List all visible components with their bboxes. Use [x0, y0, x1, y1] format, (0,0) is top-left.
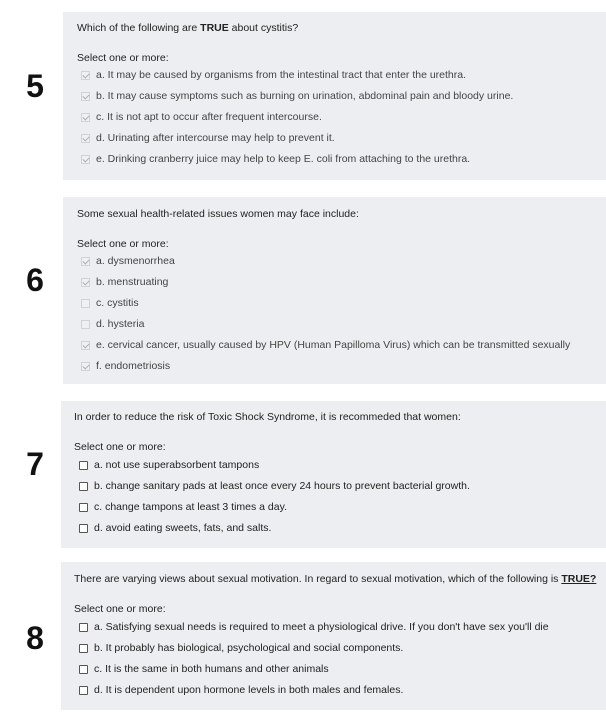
option-label: c. cystitis [96, 297, 139, 309]
option-label: d. hysteria [96, 318, 145, 330]
prompt-emphasis: TRUE [200, 22, 229, 34]
question-number-7: 7 [26, 446, 44, 482]
option-label[interactable]: a. Satisfying sexual needs is required to meet a physiological drive. If you don't have sex you'll die [94, 621, 549, 633]
select-instruction: Select one or more: [74, 441, 166, 453]
prompt-emphasis: TRUE? [561, 573, 597, 585]
option-label: f. endometriosis [96, 360, 171, 372]
question-card-7 [61, 401, 606, 548]
option-b [81, 89, 513, 103]
option-label[interactable]: d. avoid eating sweets, fats, and salts. [94, 522, 272, 534]
option-label[interactable]: b. change sanitary pads at least once every 24 hours to prevent bacterial growth. [94, 480, 470, 492]
option-c[interactable] [79, 500, 287, 514]
question-prompt: Some sexual health-related issues women may face include: [77, 208, 359, 220]
option-label[interactable]: c. change tampons at least 3 times a day. [94, 501, 287, 513]
checkbox[interactable] [79, 461, 88, 470]
question-prompt: In order to reduce the risk of Toxic Shock Syndrome, it is recommeded that women: [74, 411, 461, 423]
option-d[interactable] [79, 683, 403, 697]
option-f [81, 359, 170, 373]
option-d [81, 131, 335, 145]
option-label: b. menstruating [96, 276, 169, 288]
checkbox-checked-disabled [81, 113, 90, 122]
select-instruction: Select one or more: [77, 52, 169, 64]
select-instruction: Select one or more: [77, 238, 169, 250]
checkbox-checked-disabled [81, 341, 90, 350]
checkbox[interactable] [79, 482, 88, 491]
option-label[interactable]: d. It is dependent upon hormone levels in both males and females. [94, 684, 404, 696]
option-a[interactable] [79, 620, 549, 634]
option-b [81, 275, 168, 289]
option-d [81, 317, 144, 331]
checkbox[interactable] [79, 524, 88, 533]
option-a [81, 68, 466, 82]
option-b[interactable] [79, 479, 470, 493]
checkbox[interactable] [79, 665, 88, 674]
option-label: e. cervical cancer, usually caused by HPV (Human Papilloma Virus) which can be transmitted sexually [96, 339, 571, 351]
option-label: e. Drinking cranberry juice may help to keep E. coli from attaching to the urethra. [96, 153, 471, 165]
option-label: c. It is not apt to occur after frequent intercourse. [96, 111, 322, 123]
option-d[interactable] [79, 521, 271, 535]
checkbox[interactable] [79, 623, 88, 632]
option-label: d. Urinating after intercourse may help to prevent it. [96, 132, 335, 144]
option-a[interactable] [79, 458, 259, 472]
option-c [81, 110, 322, 124]
question-number-6: 6 [26, 262, 44, 298]
option-label: a. It may be caused by organisms from the intestinal tract that enter the urethra. [96, 69, 467, 81]
question-number-8: 8 [26, 620, 44, 656]
question-card-5 [63, 12, 606, 180]
checkbox-checked-disabled [81, 71, 90, 80]
option-e [81, 152, 470, 166]
checkbox-unchecked-disabled [81, 320, 90, 329]
question-prompt [74, 573, 596, 585]
prompt-text-end: about cystitis? [228, 22, 299, 34]
checkbox[interactable] [79, 644, 88, 653]
option-label: b. It may cause symptoms such as burning on urination, abdominal pain and bloody urine. [96, 90, 514, 102]
checkbox-checked-disabled [81, 257, 90, 266]
checkbox-checked-disabled [81, 92, 90, 101]
checkbox[interactable] [79, 503, 88, 512]
option-b[interactable] [79, 641, 403, 655]
select-instruction: Select one or more: [74, 603, 166, 615]
checkbox-checked-disabled [81, 362, 90, 371]
option-a [81, 254, 175, 268]
option-label[interactable]: a. not use superabsorbent tampons [94, 459, 260, 471]
question-prompt [77, 22, 298, 34]
checkbox-checked-disabled [81, 278, 90, 287]
option-e [81, 338, 570, 352]
question-card-8 [61, 562, 606, 710]
option-label[interactable]: c. It is the same in both humans and other animals [94, 663, 329, 675]
option-c [81, 296, 139, 310]
checkbox-checked-disabled [81, 134, 90, 143]
prompt-text: Which of the following are [77, 22, 201, 34]
prompt-text: There are varying views about sexual motivation. In regard to sexual motivation, which of the following is [74, 573, 562, 585]
checkbox-unchecked-disabled [81, 299, 90, 308]
question-number-5: 5 [26, 68, 44, 104]
option-c[interactable] [79, 662, 329, 676]
option-label: a. dysmenorrhea [96, 255, 175, 267]
option-label[interactable]: b. It probably has biological, psychological and social components. [94, 642, 404, 654]
question-card-6 [63, 197, 606, 384]
checkbox-checked-disabled [81, 155, 90, 164]
checkbox[interactable] [79, 686, 88, 695]
